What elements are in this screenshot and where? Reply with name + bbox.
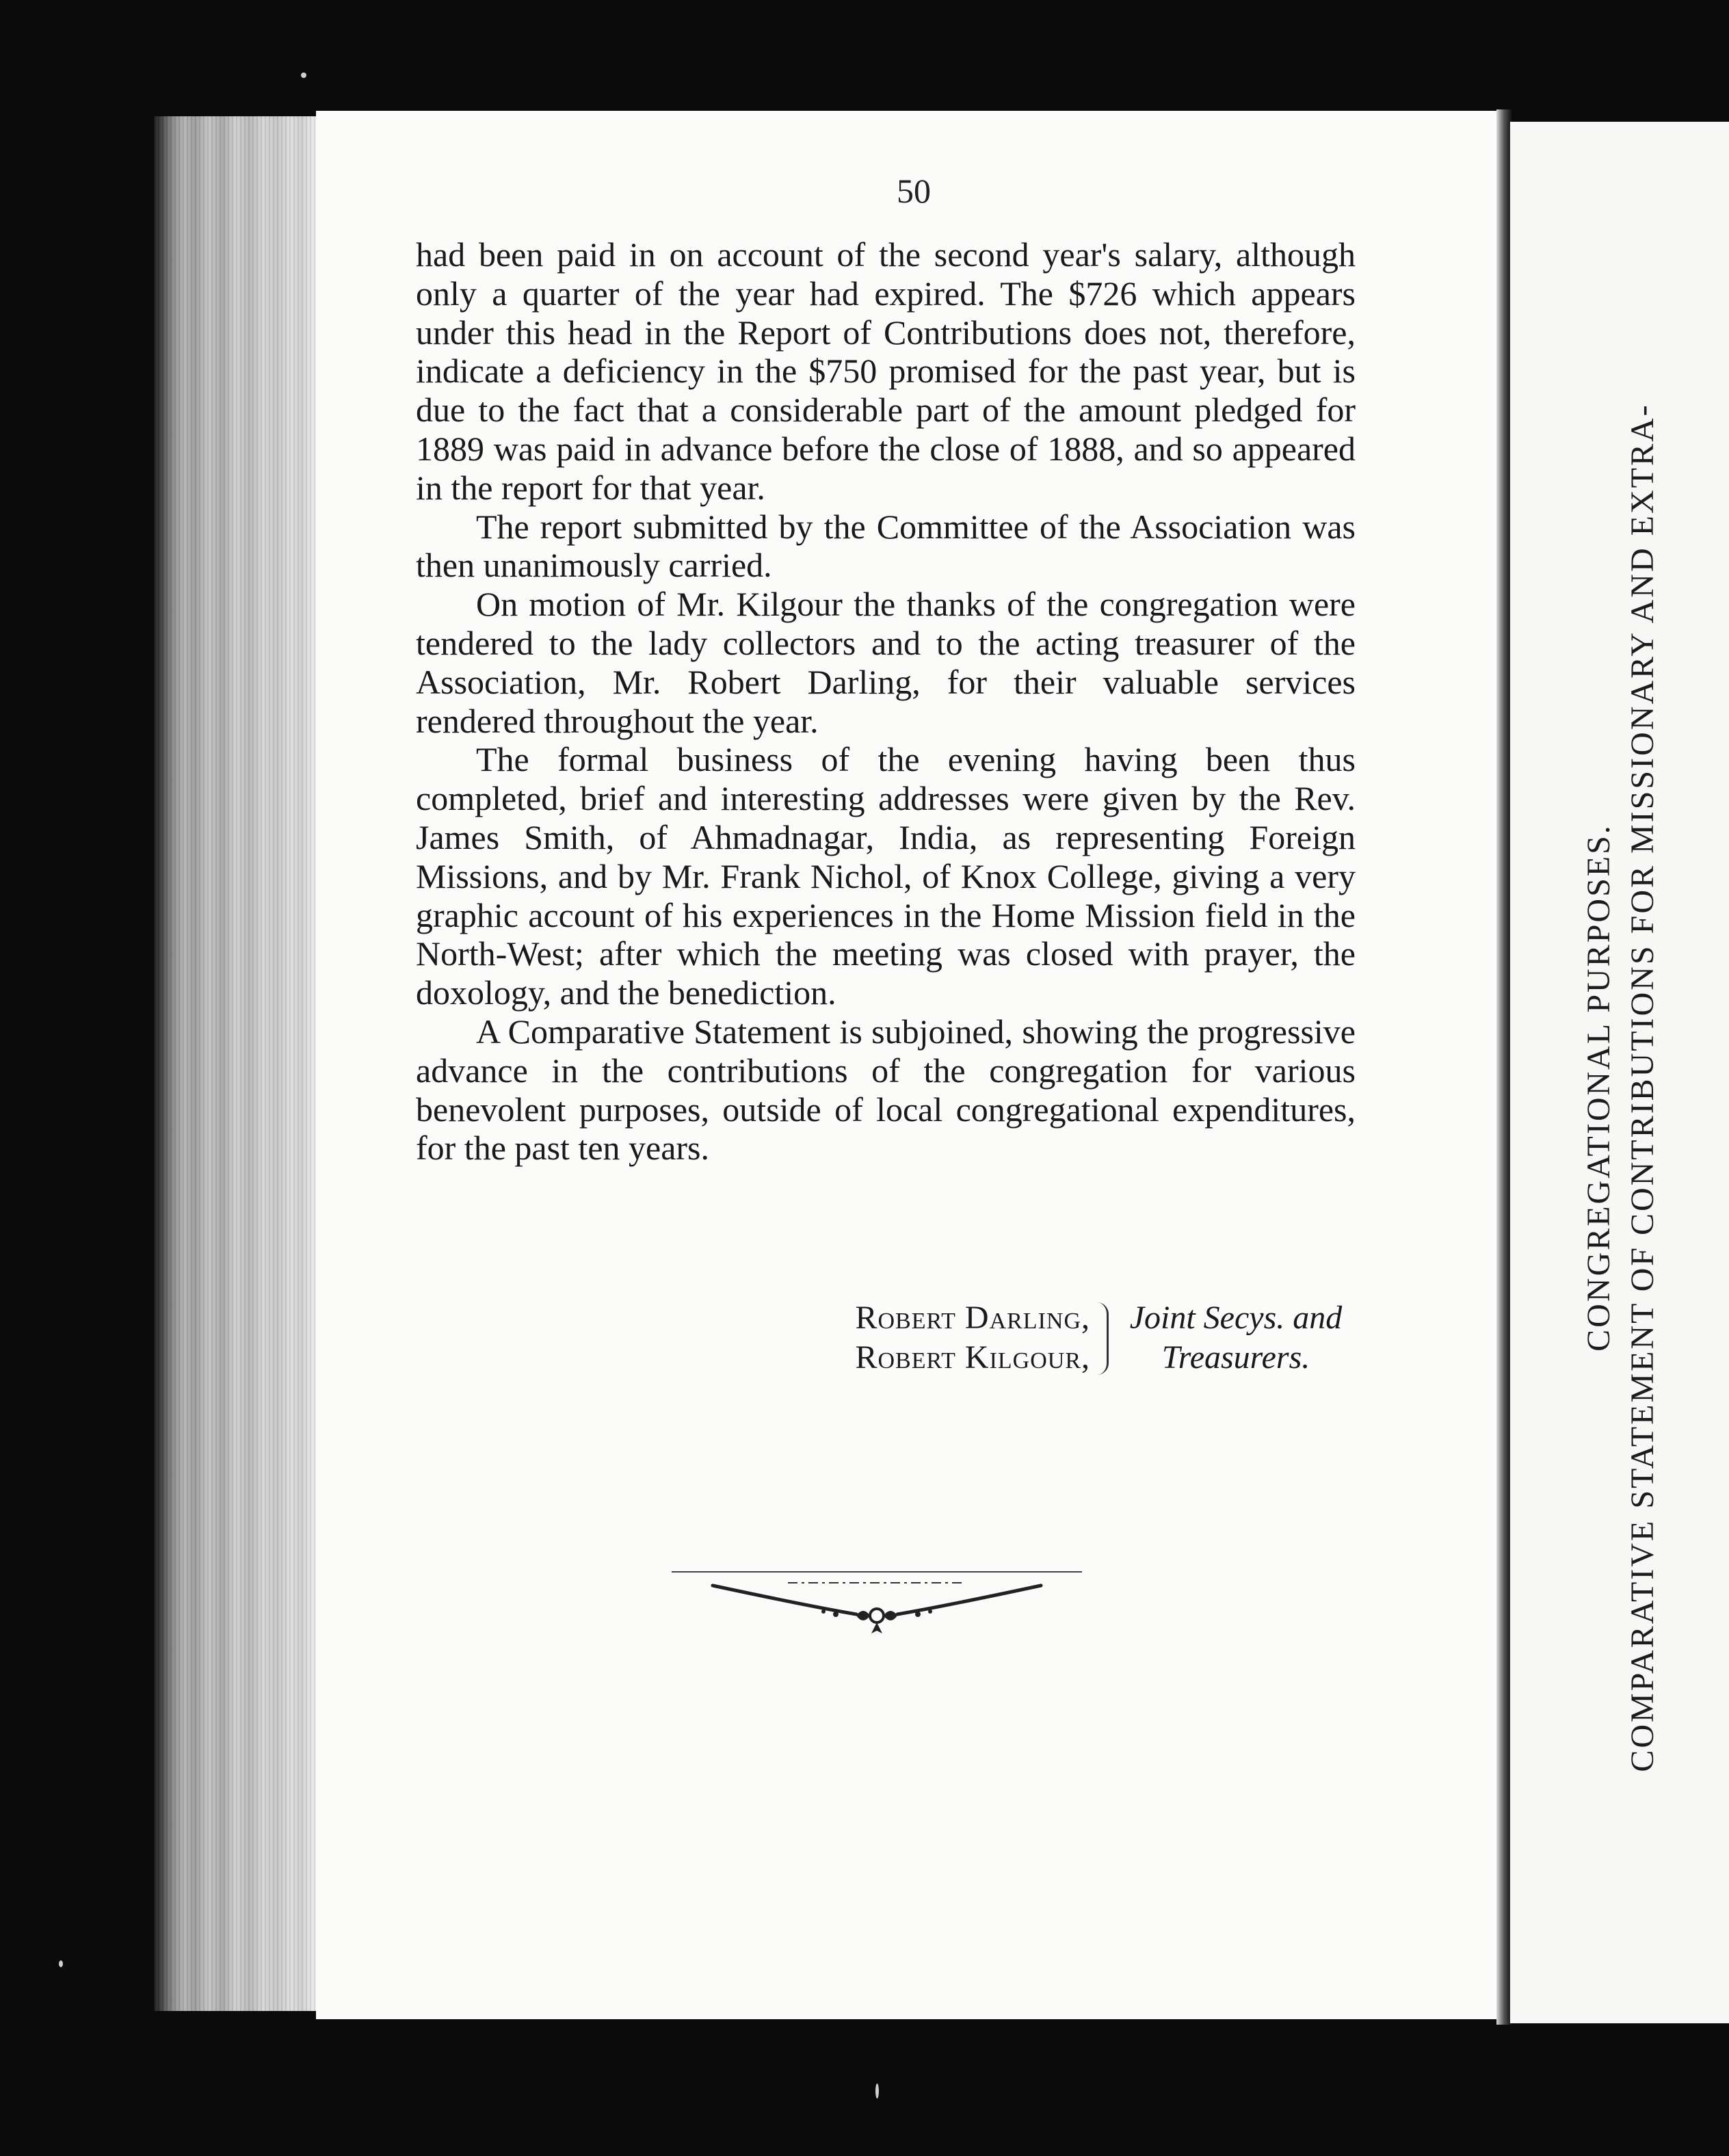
signature-brace	[1097, 1302, 1109, 1375]
signatory-name-1: Robert Darling,	[855, 1300, 1090, 1336]
dust-speck	[875, 2083, 879, 2099]
signatory-title-line-1: Joint Secys. and	[1129, 1300, 1343, 1336]
signatory-name-2: Robert Kilgour,	[855, 1339, 1090, 1376]
facing-page-caption	[1577, 130, 1665, 2045]
paragraph-2: The report submitted by the Committee of the Association was then unanimously carried.	[416, 507, 1356, 585]
paragraph-5: A Comparative Statement is subjoined, showing the progressive advance in the contributions of the congregation for various benevolent purposes, outside of local congregational expenditures, for the past ten years.	[416, 1012, 1356, 1168]
page-edge-stripes	[154, 116, 318, 2011]
book-page	[316, 111, 1512, 2019]
signatory-title-line-2: Treasurers.	[1161, 1339, 1310, 1376]
body-text	[416, 235, 1356, 1168]
book-page-edges	[154, 116, 318, 2011]
dust-speck	[59, 1960, 63, 1967]
signatory-names	[769, 1298, 1090, 1378]
facing-page-caption-line-1: COMPARATIVE STATEMENT OF CONTRIBUTIONS FOR MISSIONARY AND EXTRA-	[1624, 403, 1661, 1772]
paragraph-4: The formal business of the evening having been thus completed, brief and interesting addresses were given by the Rev. James Smith, of Ahmadnagar, India, as representing Foreign Missions, and by Mr. Frank Nichol, of Knox College, giving a very graphic account of his experiences in the Home Mission field in the North-West; after which the meeting was closed with prayer, the doxology, and the benediction.	[416, 740, 1356, 1012]
paragraph-1: had been paid in on account of the second year's salary, although only a quarter of the year had expired. The $726 which appears under this head in the Report of Contributions does not, therefore, indicate a deficiency in the $750 promised for the past year, but is due to the fact that a considerable part of the amount pledged for 1889 was paid in advance before the close of 1888, and so appeared in the report for that year.	[416, 235, 1356, 507]
page-number: 50	[897, 172, 931, 210]
facing-page-caption-line-2: CONGREGATIONAL PURPOSES.	[1581, 824, 1617, 1352]
signatory-title	[1116, 1298, 1356, 1378]
paragraph-3: On motion of Mr. Kilgour the thanks of the congregation were tendered to the lady collectors and to the acting treasurer of the Association, Mr. Robert Darling, for their valuable services rendered throughout the year.	[416, 585, 1356, 740]
decorative-ornament	[672, 1560, 1082, 1642]
dust-speck	[301, 73, 306, 78]
